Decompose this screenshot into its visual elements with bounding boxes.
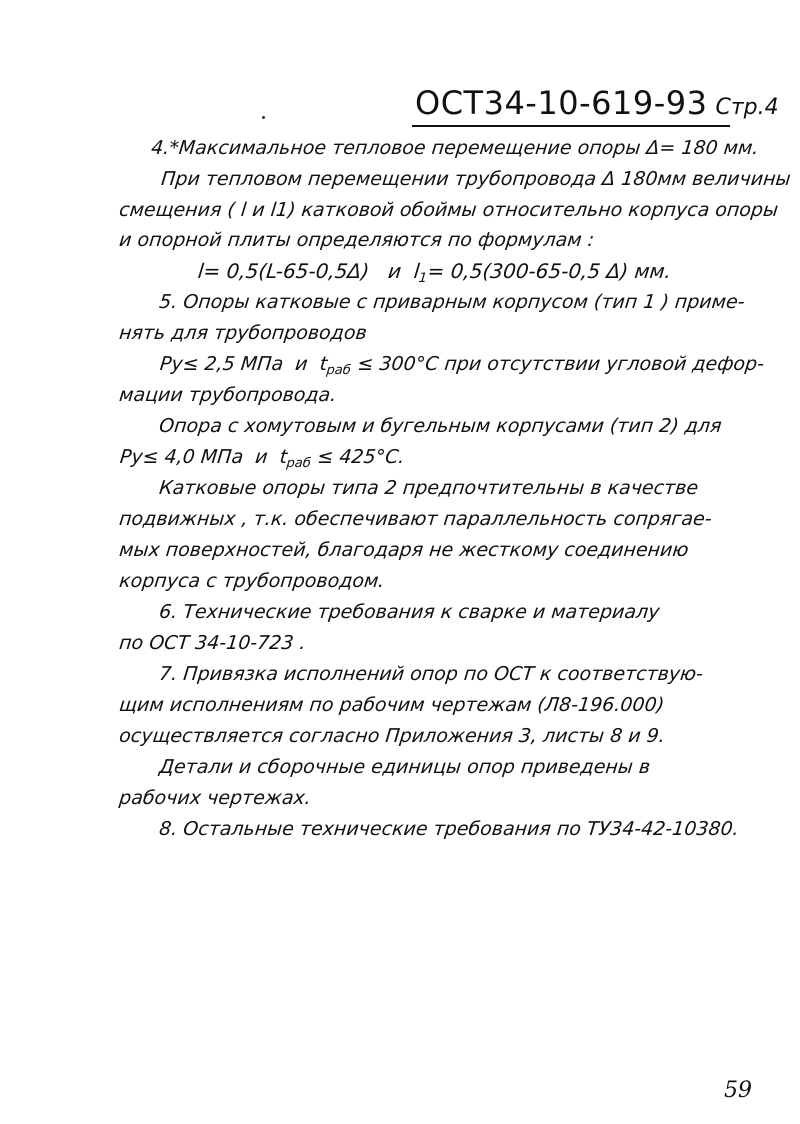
text-line-13: подвижных , т.к. обеспечивают параллельность сопрягае- [118,508,713,530]
page-number: 59 [724,1078,752,1103]
text-line-19: щим исполнениям по рабочим чертежам (Л8-196.000) [118,694,666,716]
text-line-3: смещения ( l и l1) катковой обоймы относительно корпуса опоры [118,199,780,221]
text-line-7: нять для трубопроводов [118,322,368,344]
document-code: ОСТ34-10-619-93 [415,84,708,122]
text-line-18: 7. Привязка исполнений опор по ОСТ к соответствую- [158,663,705,685]
text-line-4: и опорной плиты определяются по формулам : [118,229,596,251]
text-line-10: Опора с хомутовым и бугельным корпусами (тип 2) для [158,415,723,437]
text-line-12: Катковые опоры типа 2 предпочтительны в качестве [158,477,700,499]
pressure-temp-line-2: Ру≤ 4,0 МПа и $t_{раб} \le 425^\circ С$. [118,446,406,471]
text-line-6: 5. Опоры катковые с приварным корпусом (тип 1 ) приме- [158,291,746,313]
text-line-21: Детали и сборочные единицы опор приведены в [158,756,652,778]
header-underline [412,125,730,127]
pressure-temp-line-1: Ру≤ 2,5 МПа и $t_{раб} \le 300^\circ С$ при отсутствии угловой дефор- [158,353,766,378]
text-line-16: 6. Технические требования к сварке и материалу [158,601,661,623]
text-line-2: При тепловом перемещении трубопровода Δ 180мм величины [160,168,792,190]
text-line-1: 4.*Максимальное тепловое перемещение опоры Δ= 180 мм. [150,137,760,159]
scan-dot [262,116,265,119]
formula-line: l= 0,5(L-65-0,5Δ) и $l_1= 0,5(300-65-0,5$ Δ) мм. [196,259,673,286]
text-line-9: мации трубопровода. [118,384,338,406]
text-line-20: осуществляется согласно Приложения 3, листы 8 и 9. [118,725,667,747]
document-header [415,84,779,122]
page-reference: Стр.4 [715,95,779,120]
text-line-22: рабочих чертежах. [118,787,313,809]
text-line-14: мых поверхностей, благодаря не жесткому соединению [118,539,690,561]
text-line-17: по ОСТ 34-10-723 . [118,632,307,654]
text-line-15: корпуса с трубопроводом. [118,570,386,592]
text-line-23: 8. Остальные технические требования по ТУ34-42-10380. [158,818,740,840]
